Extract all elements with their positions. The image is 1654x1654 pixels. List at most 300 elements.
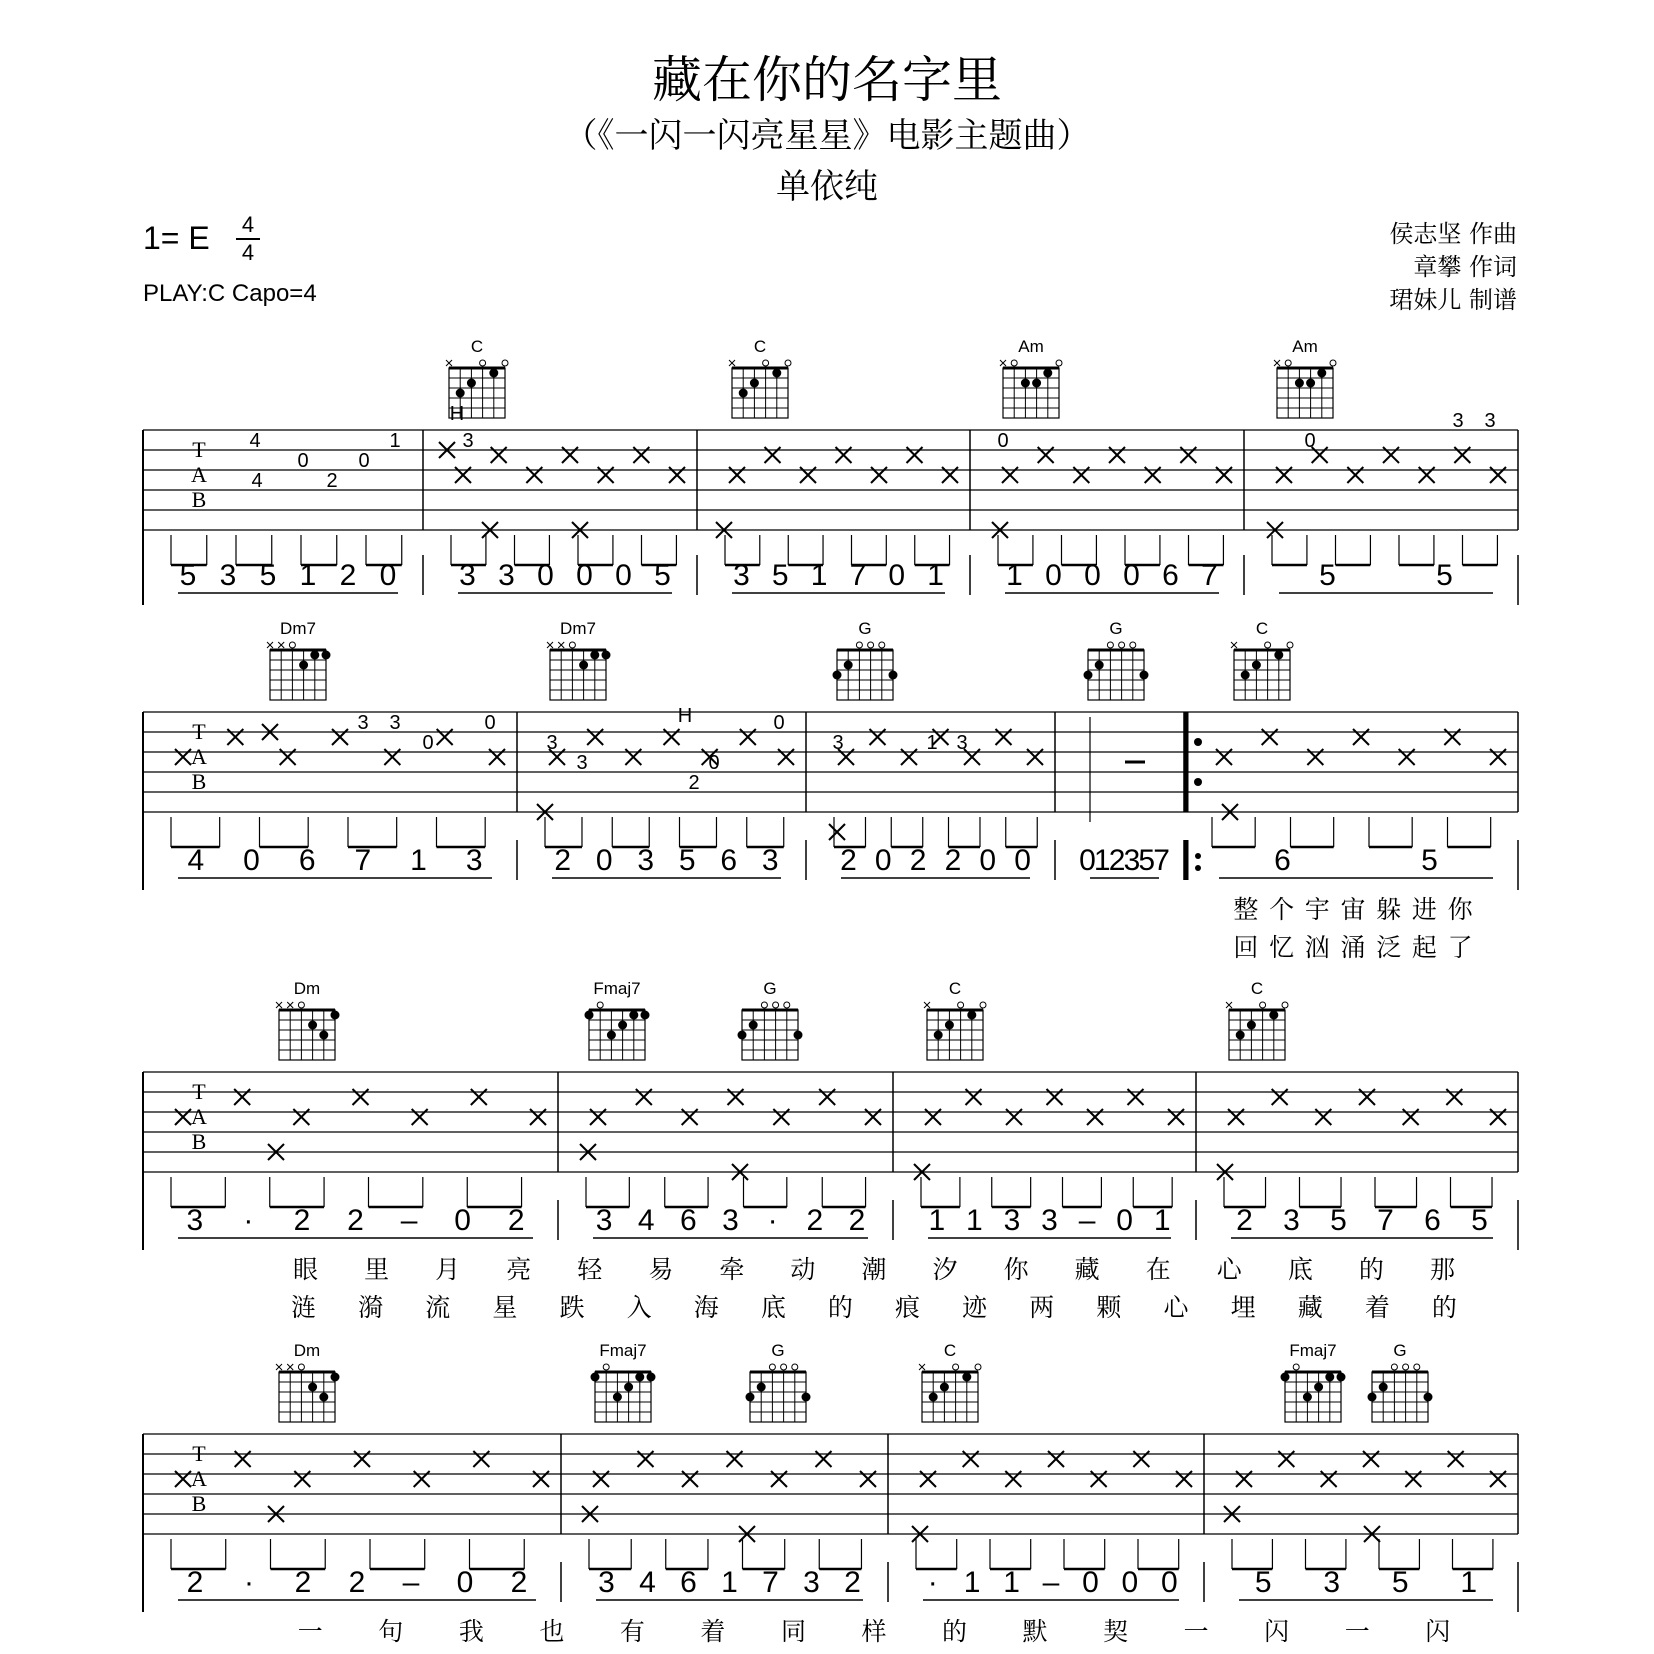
lyric-char: 着 — [1364, 1293, 1390, 1322]
chord-diagram — [833, 619, 898, 700]
jianpu-note: 5 — [1138, 844, 1156, 877]
lyric-char: 藏 — [1074, 1255, 1100, 1284]
lyric-char: 的 — [1358, 1255, 1384, 1284]
chord-name: Dm7 — [280, 619, 316, 638]
lyric-char: 契 — [1103, 1617, 1129, 1646]
lyric-char: 亮 — [506, 1255, 532, 1284]
tab-fret-number: 4 — [251, 470, 263, 492]
chord-name: C — [470, 337, 484, 356]
lyric-char: 也 — [539, 1617, 565, 1646]
jianpu-note: 0 — [595, 844, 613, 877]
chord-diagram — [547, 619, 611, 700]
lyric-char: 忆 — [1269, 933, 1295, 962]
lyric-char: 闪 — [1264, 1617, 1290, 1646]
tab-fret-number: 3 — [956, 732, 968, 754]
open-string-marker — [785, 360, 791, 366]
open-string-marker — [958, 1002, 964, 1008]
lyric-char: 的 — [942, 1617, 968, 1646]
tab-fret-number: 1 — [926, 732, 938, 754]
jianpu-note: 0 — [456, 1566, 474, 1599]
chord-name: G — [1109, 619, 1123, 638]
open-string-marker — [480, 360, 486, 366]
chord-finger-dot — [750, 379, 759, 388]
chord-finger-dot — [1379, 1383, 1388, 1392]
lyric-char: 月 — [435, 1255, 461, 1284]
chord-finger-dot — [1095, 661, 1104, 670]
chord-finger-dot — [1140, 671, 1149, 680]
tab-clef-letter: B — [191, 487, 207, 512]
chord-name: C — [1255, 619, 1269, 638]
lyric-char: 动 — [790, 1255, 816, 1284]
lyric-char: 一 — [297, 1617, 323, 1646]
song-subtitle: （《一闪一闪亮星星》电影主题曲） — [563, 116, 1091, 156]
chord-name: G — [1393, 1341, 1407, 1360]
jianpu-note: 2 — [186, 1566, 204, 1599]
chord-grid — [742, 1010, 798, 1060]
chord-finger-dot — [1424, 1393, 1433, 1402]
chord-diagram — [1231, 619, 1293, 700]
lyric-char: 藏 — [1297, 1293, 1323, 1322]
open-string-marker — [868, 642, 874, 648]
chord-finger-dot — [647, 1373, 656, 1382]
jianpu-note: 5 — [1319, 559, 1336, 592]
open-string-marker — [1293, 1364, 1299, 1370]
open-string-marker — [773, 1002, 779, 1008]
jianpu-note: 6 — [680, 1204, 697, 1237]
tab-fret-number: 3 — [1452, 410, 1464, 432]
jianpu-note: 3 — [637, 844, 655, 877]
tab-clef-letter: T — [192, 1079, 206, 1104]
jianpu-note: 5 — [1421, 844, 1438, 877]
jianpu-note: 3 — [1123, 844, 1141, 877]
jianpu-note: 2 — [293, 1204, 311, 1237]
chord-finger-dot — [489, 369, 498, 378]
chord-diagram — [738, 979, 803, 1060]
chord-finger-dot — [802, 1393, 811, 1402]
repeat-dot — [1195, 865, 1201, 871]
lyric-char: 了 — [1447, 933, 1473, 962]
chord-finger-dot — [1032, 379, 1041, 388]
open-string-marker — [856, 642, 862, 648]
jianpu-note: 2 — [554, 844, 572, 877]
jianpu-note: 7 — [354, 844, 372, 877]
open-string-marker — [298, 1002, 304, 1008]
jianpu-note: 2 — [294, 1566, 312, 1599]
jianpu-note: 4 — [639, 1566, 656, 1599]
chord-finger-dot — [602, 651, 611, 660]
chord-finger-dot — [322, 651, 331, 660]
chord-finger-dot — [456, 389, 465, 398]
jianpu-note: 3 — [722, 1204, 739, 1237]
chord-diagram — [1084, 619, 1149, 700]
lyric-char: 痕 — [895, 1293, 921, 1322]
jianpu-note: 5 — [678, 844, 696, 877]
chord-diagram — [746, 1341, 811, 1422]
jianpu-note: 6 — [1424, 1204, 1441, 1237]
jianpu-note: 0 — [379, 559, 397, 592]
chord-finger-dot — [1337, 1373, 1346, 1382]
lyric-char: 样 — [861, 1617, 887, 1646]
tab-fret-number: 0 — [484, 712, 496, 734]
tab-fret-number: 3 — [1484, 410, 1496, 432]
lyricist-credit: 章攀 作词 — [1413, 253, 1517, 281]
chord-diagram — [924, 979, 986, 1060]
jianpu-note: 3 — [465, 844, 483, 877]
repeat-dot — [1194, 778, 1202, 786]
chord-finger-dot — [1295, 379, 1304, 388]
tab-fret-number: 3 — [462, 430, 474, 452]
chord-diagram — [591, 1341, 656, 1422]
chord-name: G — [771, 1341, 785, 1360]
jianpu-note: 3 — [761, 844, 779, 877]
open-string-marker — [1391, 1364, 1397, 1370]
chord-name: Dm7 — [560, 619, 596, 638]
jianpu-note: 0 — [243, 844, 260, 877]
lyric-char: 有 — [619, 1617, 645, 1646]
jianpu-note: 5 — [654, 559, 671, 592]
jianpu-note: 0 — [615, 559, 632, 592]
jianpu-note: 7 — [1153, 844, 1170, 877]
tab-fret-number: 4 — [249, 430, 261, 452]
tab-fret-number: 0 — [1304, 430, 1316, 452]
chord-finger-dot — [579, 661, 588, 670]
tab-bass-note — [829, 824, 845, 840]
chord-finger-dot — [746, 1393, 755, 1402]
tab-fret-number: 0 — [708, 752, 720, 774]
chord-finger-dot — [607, 1031, 616, 1040]
open-string-marker — [1265, 642, 1271, 648]
lyric-char: 一 — [1183, 1617, 1209, 1646]
lyric-char: 漪 — [358, 1293, 384, 1322]
tab-fret-number: 3 — [546, 732, 558, 754]
tab-fret-number: 2 — [688, 772, 700, 794]
lyric-char: 轻 — [577, 1255, 603, 1284]
jianpu-note: 0 — [1084, 559, 1101, 592]
chord-finger-dot — [757, 1383, 766, 1392]
jianpu-note: · — [927, 1566, 938, 1599]
jianpu-note: 1 — [927, 559, 944, 592]
jianpu-note: · — [767, 1204, 778, 1237]
jianpu-note: 0 — [1079, 844, 1096, 877]
play-capo-info: PLAY:C Capo=4 — [143, 280, 317, 307]
hammer-on-marker: H — [677, 705, 693, 727]
chord-name: C — [1250, 979, 1264, 998]
chord-finger-dot — [1043, 369, 1052, 378]
jianpu-note: 2 — [848, 1204, 866, 1237]
lyric-char: 句 — [378, 1617, 404, 1646]
lyric-char: 牵 — [719, 1255, 745, 1284]
chord-grid — [1372, 1372, 1428, 1422]
chord-name: Fmaj7 — [599, 1341, 647, 1360]
jianpu-note: 0 — [576, 559, 593, 592]
chord-finger-dot — [1084, 671, 1093, 680]
jianpu-note: 2 — [1236, 1204, 1253, 1237]
repeat-dot — [1194, 738, 1202, 746]
chord-finger-dot — [962, 1373, 971, 1382]
song-title: 藏在你的名字里 — [652, 51, 1002, 109]
lyric-char: 默 — [1022, 1617, 1048, 1646]
jianpu-note: 0 — [1045, 559, 1062, 592]
chord-finger-dot — [1281, 1373, 1290, 1382]
jianpu-note: 0 — [1121, 1566, 1139, 1599]
lyric-char: 起 — [1411, 933, 1437, 962]
jianpu-note: · — [243, 1204, 254, 1237]
lyric-char: 眼 — [293, 1255, 319, 1284]
jianpu-note: 2 — [510, 1566, 528, 1599]
time-signature-top: 4 — [241, 212, 255, 237]
open-string-marker — [1287, 642, 1293, 648]
open-string-marker — [763, 360, 769, 366]
open-string-marker — [980, 1002, 986, 1008]
composer-credit: 侯志坚 作曲 — [1389, 220, 1517, 248]
lyric-char: 你 — [1447, 895, 1473, 924]
chord-diagram — [919, 1341, 981, 1422]
jianpu-note: 2 — [944, 844, 962, 877]
lyric-char: 心 — [1163, 1293, 1189, 1322]
jianpu-note: 5 — [1471, 1204, 1488, 1237]
tab-clef-letter: A — [191, 1466, 207, 1491]
open-string-marker — [879, 642, 885, 648]
lyric-char: 着 — [700, 1617, 726, 1646]
chord-finger-dot — [967, 1011, 976, 1020]
chord-finger-dot — [331, 1373, 340, 1382]
chord-finger-dot — [1236, 1031, 1245, 1040]
jianpu-note: 4 — [187, 844, 205, 877]
open-string-marker — [603, 1364, 609, 1370]
chord-grid — [750, 1372, 806, 1422]
lyric-char: 的 — [827, 1293, 853, 1322]
jianpu-note: 0 — [1116, 1204, 1133, 1237]
jianpu-note: 1 — [1460, 1566, 1478, 1599]
chord-finger-dot — [1317, 369, 1326, 378]
tab-clef-letter: B — [191, 1491, 207, 1516]
tab-clef-letter: B — [191, 769, 207, 794]
lyric-char: 进 — [1411, 895, 1437, 924]
chord-finger-dot — [940, 1383, 949, 1392]
chord-grid — [1088, 650, 1144, 700]
jianpu-note: 6 — [298, 844, 316, 877]
open-string-marker — [781, 1364, 787, 1370]
jianpu-note: – — [1042, 1566, 1060, 1599]
lyric-char: 整 — [1233, 895, 1259, 924]
tab-clef-letter: A — [191, 462, 207, 487]
jianpu-note: 3 — [498, 559, 515, 592]
chord-diagram — [276, 1341, 340, 1422]
jianpu-note: 2 — [507, 1204, 525, 1237]
tab-fret-number: 3 — [389, 712, 401, 734]
open-string-marker — [761, 1002, 767, 1008]
jianpu-note: 3 — [219, 559, 237, 592]
jianpu-note: 3 — [803, 1566, 820, 1599]
lyric-char: 底 — [1287, 1255, 1313, 1284]
open-string-marker — [569, 642, 575, 648]
jianpu-note: 1 — [928, 1204, 946, 1237]
lyric-char: 宇 — [1304, 895, 1330, 924]
open-string-marker — [597, 1002, 603, 1008]
lyric-char: 心 — [1216, 1255, 1242, 1284]
chord-finger-dot — [772, 369, 781, 378]
lyric-char: 我 — [458, 1617, 484, 1646]
open-string-marker — [1330, 360, 1336, 366]
jianpu-note: 1 — [299, 559, 317, 592]
tab-fret-number: 3 — [832, 732, 844, 754]
jianpu-note: 6 — [720, 844, 738, 877]
chord-diagram — [1000, 337, 1062, 418]
open-string-marker — [1285, 360, 1291, 366]
lyric-char: 闪 — [1425, 1617, 1451, 1646]
tab-fret-number: 2 — [326, 470, 338, 492]
tab-fret-number: 0 — [422, 732, 434, 754]
lyric-char: 入 — [626, 1293, 652, 1322]
lyric-char: 星 — [492, 1293, 518, 1322]
jianpu-note: 6 — [1162, 559, 1179, 592]
jianpu-note: – — [400, 1204, 418, 1237]
chord-finger-dot — [1241, 671, 1250, 680]
lyric-char: 易 — [648, 1255, 674, 1284]
chord-finger-dot — [889, 671, 898, 680]
chord-finger-dot — [591, 1373, 600, 1382]
jianpu-note: 0 — [537, 559, 554, 592]
tab-fret-number: 0 — [773, 712, 785, 734]
jianpu-note: 0 — [979, 844, 997, 877]
jianpu-note: 2 — [1108, 844, 1126, 877]
tab-clef-letter: B — [191, 1129, 207, 1154]
chord-finger-dot — [1368, 1393, 1377, 1402]
key-signature: 1= E — [143, 220, 210, 256]
chord-diagram — [585, 979, 650, 1060]
chord-finger-dot — [934, 1031, 943, 1040]
lyric-char: 你 — [1003, 1255, 1029, 1284]
lyric-char: 涌 — [1340, 933, 1366, 962]
chord-finger-dot — [299, 661, 308, 670]
chord-finger-dot — [635, 1373, 644, 1382]
chord-finger-dot — [1269, 1011, 1278, 1020]
chord-finger-dot — [1021, 379, 1030, 388]
tab-fret-number: 0 — [997, 430, 1009, 452]
jianpu-note: 5 — [1254, 1566, 1272, 1599]
chord-grid — [837, 650, 893, 700]
chord-finger-dot — [833, 671, 842, 680]
lyric-char: 跌 — [559, 1293, 585, 1322]
lyric-char: 颗 — [1096, 1293, 1122, 1322]
transcriber-credit: 珺妹儿 制谱 — [1389, 286, 1517, 314]
lyric-char: 在 — [1145, 1255, 1171, 1284]
open-string-marker — [953, 1364, 959, 1370]
open-string-marker — [1119, 642, 1125, 648]
open-string-marker — [1260, 1002, 1266, 1008]
chord-name: Dm — [293, 1341, 321, 1360]
lyric-char: 一 — [1344, 1617, 1370, 1646]
chord-finger-dot — [624, 1383, 633, 1392]
jianpu-note: 6 — [680, 1566, 697, 1599]
chord-finger-dot — [629, 1011, 638, 1020]
chord-name: G — [858, 619, 872, 638]
open-string-marker — [1056, 360, 1062, 366]
chord-name: C — [948, 979, 962, 998]
lyric-char: 同 — [780, 1617, 806, 1646]
chord-finger-dot — [844, 661, 853, 670]
lyric-char: 那 — [1429, 1255, 1455, 1284]
open-string-marker — [298, 1364, 304, 1370]
jianpu-note: 3 — [186, 1204, 204, 1237]
chord-finger-dot — [929, 1393, 938, 1402]
chord-finger-dot — [319, 1393, 328, 1402]
jianpu-note: 3 — [598, 1566, 615, 1599]
jianpu-note: 5 — [1391, 1566, 1409, 1599]
chord-finger-dot — [618, 1021, 627, 1030]
chord-diagram — [1368, 1341, 1433, 1422]
chord-finger-dot — [331, 1011, 340, 1020]
jianpu-note: 5 — [259, 559, 277, 592]
lyric-char: 两 — [1029, 1293, 1055, 1322]
jianpu-note: 1 — [1006, 559, 1023, 592]
jianpu-note: 3 — [1003, 1204, 1021, 1237]
lyric-char: 汹 — [1304, 933, 1330, 962]
chord-diagram — [276, 979, 340, 1060]
chord-finger-dot — [613, 1393, 622, 1402]
chord-name: Dm — [293, 979, 321, 998]
chord-finger-dot — [794, 1031, 803, 1040]
open-string-marker — [975, 1364, 981, 1370]
jianpu-note: – — [1078, 1204, 1096, 1237]
lyric-char: 迹 — [962, 1293, 988, 1322]
tab-fret-number: 0 — [358, 450, 370, 472]
open-string-marker — [784, 1002, 790, 1008]
chord-finger-dot — [1247, 1021, 1256, 1030]
jianpu-note: 1 — [410, 844, 427, 877]
tab-clef-letter: A — [191, 744, 207, 769]
hammer-on-marker: H — [449, 403, 465, 425]
tab-clef-letter: T — [192, 719, 206, 744]
lyric-char: 流 — [425, 1293, 451, 1322]
jianpu-note: 3 — [733, 559, 750, 592]
jianpu-note: 1 — [1153, 1204, 1171, 1237]
tab-fret-number: 1 — [389, 430, 401, 452]
jianpu-note: 5 — [1436, 559, 1453, 592]
chord-finger-dot — [641, 1011, 650, 1020]
open-string-marker — [792, 1364, 798, 1370]
chord-finger-dot — [1303, 1393, 1312, 1402]
jianpu-note: 2 — [844, 1566, 861, 1599]
artist-name: 单依纯 — [776, 167, 878, 207]
jianpu-note: 2 — [348, 1566, 366, 1599]
open-string-marker — [1011, 360, 1017, 366]
jianpu-note: 1 — [963, 1566, 981, 1599]
jianpu-note: · — [244, 1566, 254, 1599]
chord-diagram — [267, 619, 331, 700]
jianpu-note: 0 — [1082, 1566, 1099, 1599]
jianpu-note: 2 — [840, 844, 857, 877]
lyric-char: 回 — [1233, 933, 1259, 962]
jianpu-note: 0 — [1014, 844, 1031, 877]
jianpu-note: 0 — [874, 844, 892, 877]
chord-finger-dot — [467, 379, 476, 388]
chord-name: Am — [1292, 337, 1318, 356]
chord-finger-dot — [319, 1031, 328, 1040]
open-string-marker — [769, 1364, 775, 1370]
time-signature-bottom: 4 — [241, 240, 255, 265]
jianpu-note: 1 — [966, 1204, 983, 1237]
jianpu-note: 3 — [459, 559, 476, 592]
chord-finger-dot — [739, 389, 748, 398]
repeat-dot — [1195, 853, 1201, 859]
tab-fret-number: 3 — [357, 712, 369, 734]
chord-finger-dot — [749, 1021, 758, 1030]
jianpu-note: 1 — [721, 1566, 738, 1599]
jianpu-note: 3 — [1283, 1204, 1300, 1237]
chord-finger-dot — [1274, 651, 1283, 660]
chord-diagram — [1274, 337, 1336, 418]
